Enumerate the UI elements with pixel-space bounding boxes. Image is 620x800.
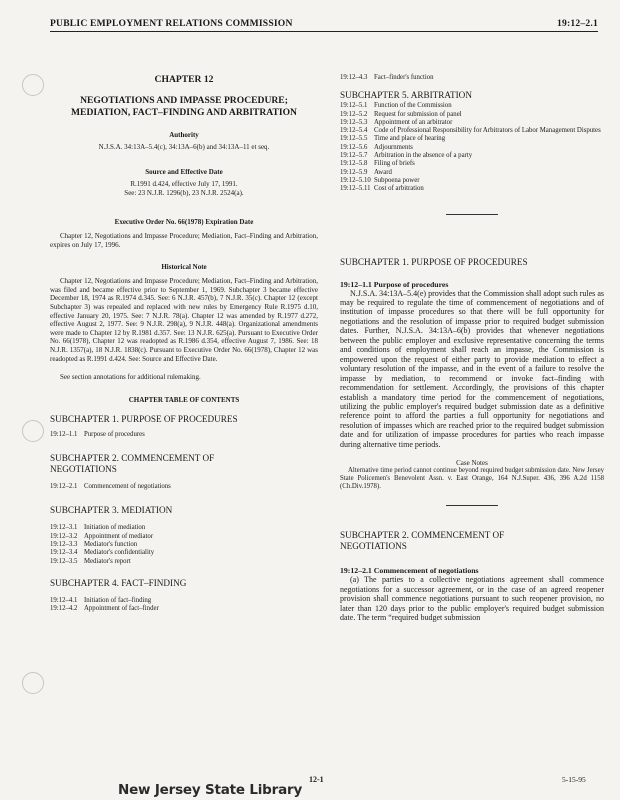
toc-entry-title: Adjournments [374, 143, 413, 151]
toc-entry [340, 102, 604, 110]
case-note: Alternative time period cannot continue beyond required budget submission date. New Jersey State Policemen's Benevolent Assn. v. East Orange, 164 N.J.Super. 436, 396 A.2d 1158 (Ch.Div.1978). [340, 467, 604, 491]
toc-entry-title: Commencement of negotiations [84, 483, 171, 491]
toc-entry-number: 19:12–3.5 [50, 557, 78, 565]
toc-subchapter [50, 453, 318, 491]
toc-entry-number: 19:12–5.3 [340, 118, 368, 126]
authority-heading: Authority [169, 131, 199, 139]
toc-entry [340, 185, 604, 193]
toc-entry-title: Appointment of an arbitrator [374, 118, 453, 126]
header-title: PUBLIC EMPLOYMENT RELATIONS COMMISSION [50, 18, 293, 29]
punch-hole [22, 672, 44, 694]
source-line: R.1991 d.424, effective July 17, 1991. [130, 180, 238, 188]
toc-subchapter [50, 578, 318, 614]
running-header [50, 18, 598, 29]
right-column [340, 46, 604, 623]
expiration-text: Chapter 12, Negotiations and Impasse Procedure; Mediation, Fact–Finding and Arbitration, expires on July 17, 1996. [50, 232, 318, 249]
toc-entry [50, 431, 318, 439]
toc-entry-title: Mediator's confidentiality [84, 549, 155, 557]
toc-entry-title: Mediator's report [84, 557, 131, 565]
page-number: 12-1 [309, 775, 324, 784]
subchapter-heading: SUBCHAPTER 2. COMMENCEMENT OF NEGOTIATIONS [340, 530, 505, 552]
toc-entry-number: 19:12–2.1 [50, 483, 78, 491]
see-section-note: See section annotations for additional rulemaking. [60, 373, 201, 382]
subchapter-heading: SUBCHAPTER 3. MEDIATION [50, 505, 173, 516]
toc-entry-number: 19:12–5.4 [340, 127, 368, 135]
toc-subchapter [50, 505, 318, 565]
toc-entry [50, 524, 318, 532]
toc-entry-title: Fact–finder's function [374, 74, 434, 81]
historical-note-text: Chapter 12, Negotiations and Impasse Procedure; Mediation, Fact–Finding and Arbitration, was filed and became effective prior to September 1, 1969. Subchapter 3 became effective December 18, 1974 as R.1974 d.345. See: 6 N.J.R. 457(b), 7 N.J.R. 35(c). Chapter 12 (except Subchapter 3) was repealed and replaced with new rules by Emergency Rule R.1975 d.10, effective January 20, 1975. See: 7 N.J.R. 78(a). Chapter 12 was amended by R.1977 d.272, effective August 2, 1977. See: 9 N.J.R. 298(a), 9 N.J.R. 448(a). Organizational amendments were made to Chapter 12 by R.1981 d.357. See: 13 N.J.R. 625(a). Pursuant to Executive Order No. 66(1978), Chapter 12 was readopted as R.1986 d.354, effective August 7, 1986. See: 18 N.J.R. 1357(a), 18 N.J.R. 1838(c). Pursuant to Executive Order No. 66(1978), Chapter 12 was readopted as R.1991 d.424. See: Source and Effective Date. [50, 277, 318, 363]
toc-subchapter [50, 414, 318, 439]
library-stamp: New Jersey State Library [118, 782, 303, 798]
toc-entry [340, 169, 604, 177]
subchapter-heading: SUBCHAPTER 1. PURPOSE OF PROCEDURES [340, 256, 528, 267]
toc-entry-number: 19:12–5.10 [340, 176, 371, 184]
toc-heading: CHAPTER TABLE OF CONTENTS [128, 395, 240, 404]
toc-entry-number: 19:12–5.6 [340, 143, 368, 151]
toc-entry-title: Function of the Commission [374, 102, 452, 110]
toc-entry-number: 19:12–3.3 [50, 540, 78, 548]
source-heading: Source and Effective Date [145, 168, 223, 176]
subchapter-heading: SUBCHAPTER 4. FACT–FINDING [50, 577, 187, 588]
toc-entry [340, 144, 604, 152]
toc-entry [340, 177, 604, 185]
toc-entry-title: Filing of briefs [374, 160, 415, 168]
toc-entry-title: Initiation of fact–finding [84, 596, 152, 604]
toc-entry-number: 19:12–3.4 [50, 549, 78, 557]
section-text: (a) The parties to a collective negotiations agreement shall commence negotiations for a successor agreement, or in the case of an agreed reopener provision shall commence negotiations pursuant to such reopener provision, no later than 120 days prior to the public employer's required budget submission date. The term “required budget submission [340, 575, 604, 623]
toc-entry [340, 127, 604, 135]
toc-entry-title: Code of Professional Responsibility for Arbitrators of Labor Management Disputes [374, 127, 601, 135]
toc-entry-number: 19:12–5.11 [340, 185, 371, 193]
toc-entry [340, 111, 604, 119]
chapter-title: NEGOTIATIONS AND IMPASSE PROCEDURE; MEDIATION, FACT–FINDING AND ARBITRATION [70, 95, 297, 118]
toc-entry [340, 119, 604, 127]
toc-entry-title: Time and place of hearing [374, 135, 446, 143]
punch-hole [22, 420, 44, 442]
toc-entry [340, 135, 604, 143]
header-section-number: 19:12–2.1 [557, 18, 598, 29]
expiration-heading: Executive Order No. 66(1978) Expiration Date [114, 218, 254, 226]
toc-entry-title: Subpoena power [374, 176, 420, 184]
toc-entry-number: 19:12–3.1 [50, 524, 78, 532]
toc-entry [340, 74, 604, 82]
toc-entry [340, 160, 604, 168]
section-divider [446, 505, 498, 506]
subchapter-heading: SUBCHAPTER 1. PURPOSE OF PROCEDURES [50, 413, 238, 424]
authority-text: N.J.S.A. 34:13A–5.4(c), 34:13A–6(b) and 34:13A–11 et seq. [98, 143, 270, 151]
section-text: N.J.S.A. 34:13A–5.4(e) provides that the Commission shall adopt such rules as may be required to regulate the time of commencement of negotiations and of institution of impasse procedures so that there will be full opportunity for negotiations and the resolution of impasse prior to required budget submission dates. Further, N.J.S.A. 34:13A–6(b) provides that whenever negotiations between the public employer and exclusive representative concerning the terms and conditions of employment shall reach an impasse, the Commission is empowered upon the request of either party to provide mediation to effect a voluntary resolution of the impasse, and in the event of a failure to resolve the impasse by mediation, to recommend or invoke fact–finding with recommendation for settlement. Accordingly, the provisions of this chapter establish a mandatory time period for the commencement of negotiations, utilizing the public employer's required budget submission date as a definitive reference point to afford the parties a full opportunity for negotiations and resolution of impasses which are reached prior to the required budget submission date and for utilization of impasse procedures for parties who reach impasse during alternative time periods. [340, 288, 604, 449]
supplement-date: 5-15-95 [562, 775, 586, 784]
toc-entry-title: Award [374, 168, 392, 176]
toc-entry-number: 19:12–4.1 [50, 596, 78, 604]
toc-entry-title: Initiation of mediation [84, 524, 146, 532]
historical-note-heading: Historical Note [161, 263, 207, 272]
toc-entry [50, 541, 318, 549]
case-notes-heading: Case Notes [456, 459, 488, 468]
section-divider [446, 214, 498, 215]
toc-entry-number: 19:12–4.3 [340, 74, 368, 81]
toc-entry-title: Purpose of procedures [84, 430, 145, 438]
subchapter-heading: SUBCHAPTER 5. ARBITRATION [340, 90, 472, 101]
left-column [50, 46, 318, 613]
section-heading: 19:12–2.1 Commencement of negotiations [340, 566, 479, 576]
toc-entry-number: 19:12–4.2 [50, 605, 78, 613]
section-heading: 19:12–1.1 Purpose of procedures [340, 279, 449, 289]
punch-hole [22, 74, 44, 96]
toc-entry-number: 19:12–5.2 [340, 110, 368, 118]
subchapter-heading: SUBCHAPTER 2. COMMENCEMENT OF NEGOTIATIONS [50, 453, 215, 475]
toc-entry-number: 19:12–5.9 [340, 168, 368, 176]
toc-entry-title: Appointment of fact–finder [84, 605, 159, 613]
toc-entry [50, 533, 318, 541]
toc-entry [50, 483, 318, 491]
toc-entry-number: 19:12–1.1 [50, 430, 78, 438]
toc-entry-number: 19:12–5.5 [340, 135, 368, 143]
toc-entry-number: 19:12–5.7 [340, 152, 368, 160]
source-line: See: 23 N.J.R. 1296(b), 23 N.J.R. 2524(a). [124, 189, 244, 197]
toc-entry-title: Request for submission of panel [374, 110, 462, 118]
toc-entry-number: 19:12–3.2 [50, 532, 78, 540]
toc-entry-number: 19:12–5.8 [340, 160, 368, 168]
toc-entry [50, 558, 318, 566]
chapter-number: CHAPTER 12 [154, 74, 214, 85]
toc-entry [50, 549, 318, 557]
toc-entry-title: Cost of arbitration [374, 185, 424, 193]
toc-entry-number: 19:12–5.1 [340, 102, 368, 110]
toc-entry-title: Mediator's function [84, 540, 138, 548]
header-rule [50, 31, 598, 32]
toc-entry [50, 597, 318, 605]
toc-entry-title: Arbitration in the absence of a party [374, 152, 473, 160]
toc-entry [340, 152, 604, 160]
toc-entry [50, 605, 318, 613]
toc-entry-title: Appointment of mediator [84, 532, 154, 540]
